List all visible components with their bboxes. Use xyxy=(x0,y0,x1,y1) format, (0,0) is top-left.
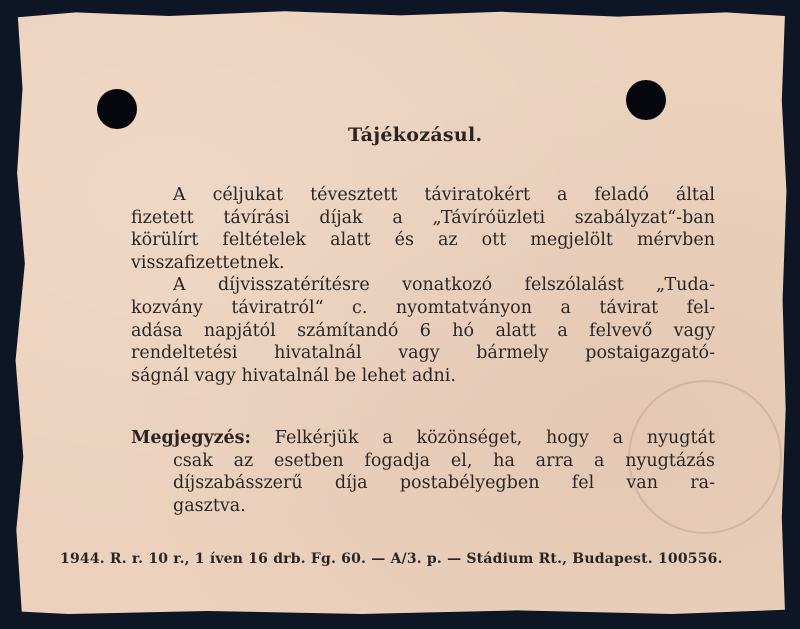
document-title: Tájékozásul. xyxy=(348,124,483,146)
note-line: gasztva. xyxy=(173,495,246,516)
note-section xyxy=(131,427,715,517)
paragraph-line: ságnál vagy hivatalnál be lehet adni. xyxy=(131,365,456,386)
paragraph-line: A céljukat tévesztett táviratokért a feladó által xyxy=(173,185,715,205)
paragraph-line: A díjvisszatérítésre vonatkozó felszólalást „Tuda- xyxy=(173,275,715,296)
paragraph-line: visszafizettetnek. xyxy=(131,252,285,273)
note-line: csak az esetben fogadja el, ha arra a nyugtázás xyxy=(173,450,715,471)
paragraph-line: kozvány táviratról“ c. nyomtatványon a távirat fel- xyxy=(131,297,715,318)
paragraph-line: adása napjától számítandó 6 hó alatt a felvevő vagy xyxy=(131,320,715,341)
note-label: Megjegyzés: xyxy=(131,428,251,448)
main-paragraph xyxy=(131,184,715,387)
paragraph-line: fizetett távírási díjak a „Távíróüzleti szabályzat“-ban xyxy=(131,207,715,228)
note-line xyxy=(131,427,715,450)
punch-hole-left xyxy=(97,89,137,129)
note-text: Felkérjük a közönséget, hogy a nyugtát xyxy=(274,428,715,448)
note-line: díjszabásszerű díja postabélyegben fel van ra- xyxy=(173,473,715,494)
punch-hole-right xyxy=(626,80,666,120)
paragraph-line: rendeltetési hivatalnál vagy bármely postaigazgató- xyxy=(131,343,715,364)
paragraph-line: körülírt feltételek alatt és az ott megjelölt mérvben xyxy=(131,230,715,251)
printer-imprint: 1944. R. r. 10 r., 1 íven 16 drb. Fg. 60. — A/3. p. — Stádium Rt., Budapest. 100556. xyxy=(60,551,723,567)
